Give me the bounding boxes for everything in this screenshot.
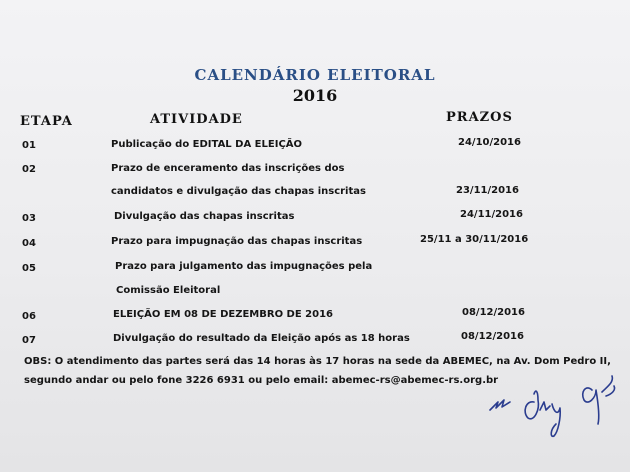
row-02-atividade-line1: Prazo de enceramento das inscrições dos xyxy=(111,163,345,174)
header-atividade: ATIVIDADE xyxy=(150,112,243,127)
row-03-atividade: Divulgação das chapas inscritas xyxy=(114,211,295,222)
row-05-etapa: 05 xyxy=(22,263,36,274)
row-02-prazo: 23/11/2016 xyxy=(456,185,519,196)
row-06-atividade: ELEIÇÃO EM 08 DE DEZEMBRO DE 2016 xyxy=(113,309,334,320)
row-06-etapa: 06 xyxy=(22,311,36,322)
row-05-atividade-line2: Comissão Eleitoral xyxy=(116,285,221,296)
header-prazos: PRAZOS xyxy=(446,110,513,125)
row-07-atividade: Divulgação do resultado da Eleição após as 18 horas xyxy=(113,333,410,344)
row-02-etapa: 02 xyxy=(22,164,36,175)
row-07-prazo: 08/12/2016 xyxy=(461,331,524,342)
row-05-atividade-line1: Prazo para julgamento das impugnações pela xyxy=(115,261,373,272)
row-04-prazo: 25/11 a 30/11/2016 xyxy=(420,234,529,245)
row-03-etapa: 03 xyxy=(22,213,36,224)
row-04-etapa: 04 xyxy=(22,238,36,249)
row-01-prazo: 24/10/2016 xyxy=(458,137,521,148)
header-etapa: ETAPA xyxy=(20,114,73,129)
signature-icon xyxy=(488,372,624,442)
row-01-etapa: 01 xyxy=(22,140,36,151)
observation-line-1: OBS: O atendimento das partes será das 14 horas às 17 horas na sede da ABEMEC, na Av. Dom Pedro II, xyxy=(24,356,611,367)
row-01-atividade: Publicação do EDITAL DA ELEIÇÃO xyxy=(111,139,303,150)
observation-line-2: segundo andar ou pelo fone 3226 6931 ou pelo email: abemec-rs@abemec-rs.org.br xyxy=(24,375,499,386)
row-06-prazo: 08/12/2016 xyxy=(462,307,525,318)
document-title: CALENDÁRIO ELEITORAL xyxy=(194,66,436,84)
row-02-atividade-line2: candidatos e divulgação das chapas inscritas xyxy=(111,186,366,197)
row-03-prazo: 24/11/2016 xyxy=(460,209,523,220)
document-year: 2016 xyxy=(292,86,338,105)
row-04-atividade: Prazo para impugnação das chapas inscritas xyxy=(111,236,363,247)
row-07-etapa: 07 xyxy=(22,335,36,346)
